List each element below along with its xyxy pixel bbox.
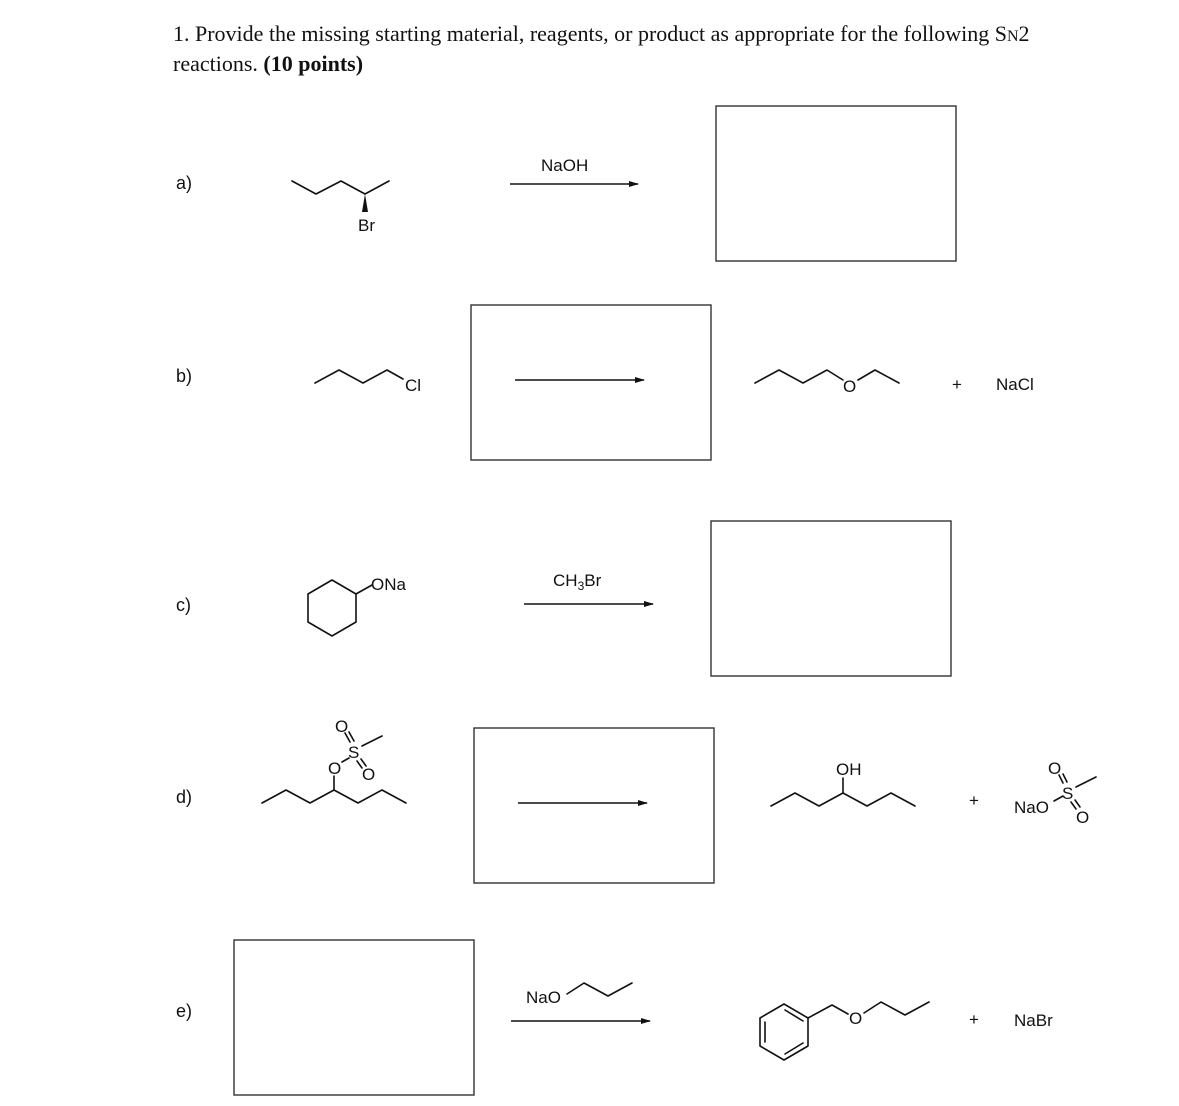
reaction-e-byproduct: NaBr [1014,1011,1053,1030]
reaction-e-benzyl-chain [808,1005,848,1018]
reaction-e-reagent-chain [567,983,632,996]
reaction-e [176,940,1053,1095]
reaction-d-byproduct-s-o-bottom-2 [1075,800,1080,807]
reaction-b-product-oxygen: O [843,377,857,396]
reaction-d-hydroxyl: OH [836,760,862,779]
reaction-d-byproduct-s-o-top-2 [1063,774,1067,782]
reaction-a-answer-box[interactable] [716,106,956,261]
reaction-d-answer-box[interactable] [474,728,714,883]
reaction-d-oxygen-top: O [335,717,349,736]
reaction-d-byproduct-oxygen-top: O [1048,759,1062,778]
reaction-a-reagent: NaOH [541,156,589,175]
question-text-after: 2 reactions. [173,21,1030,76]
reaction-e-answer-box[interactable] [234,940,474,1095]
reaction-b-byproduct: NaCl [996,375,1034,394]
reaction-d-byproduct-oxygen-bottom: O [1076,808,1090,827]
reaction-c-sodium-alkoxide: ONa [371,575,406,594]
reaction-d-s-o-top-2 [349,732,354,741]
reaction-d-sulfur: S [348,743,360,762]
reaction-d-ester-oxygen: O [328,759,342,778]
reaction-e-benzene-double-2 [785,1010,803,1021]
reaction-c-label: c) [176,595,191,615]
question-text: Provide the missing starting material, reagents, or product as appropriate for the following [195,21,995,46]
reaction-b-label: b) [176,366,193,386]
sn-s: S [994,21,1007,46]
reaction-a-wedge-bond [362,194,368,212]
reaction-c [176,521,951,676]
reaction-e-benzene-double-3 [785,1043,803,1054]
question-number: 1. [173,21,190,46]
reaction-e-ether-oxygen: O [849,1009,863,1028]
reaction-b [176,305,1034,460]
reaction-c-cyclohexane-ring [308,580,356,636]
reaction-d-byproduct-sulfur: S [1062,784,1074,803]
reaction-a-reactant-chain [292,181,389,194]
reaction-c-answer-box[interactable] [711,521,951,676]
reaction-a-bromine: Br [358,216,375,235]
reaction-d-plus: + [969,791,979,810]
reaction-b-answer-box[interactable] [471,305,711,460]
reaction-c-reagent: $CH_3Br$ [553,571,602,593]
reaction-b-product-chain-left [755,370,843,383]
reaction-e-plus: + [969,1010,979,1029]
sn-n: N [1006,28,1019,45]
reaction-b-reactant-chain [315,370,403,383]
reaction-d-oxygen-bottom: O [362,765,376,784]
reaction-d [176,717,1096,883]
reaction-a [176,106,956,261]
reaction-e-reagent-nao: NaO [526,988,561,1007]
reaction-d-product-chain [771,793,915,806]
reaction-d-byproduct-s-methyl-bond [1076,777,1096,787]
reaction-e-benzene-ring [760,1004,808,1060]
reaction-a-label: a) [176,173,193,193]
reaction-c-ring-bond [356,585,372,594]
reaction-b-chlorine: Cl [405,376,422,395]
reaction-d-label: d) [176,787,193,807]
reaction-d-s-methyl-bond [362,736,382,746]
reaction-e-propyl-chain [864,1002,929,1015]
reaction-b-product-chain-right [858,370,899,383]
reaction-d-reactant-chain [262,790,406,803]
reaction-d-byproduct-nao: NaO [1014,798,1049,817]
reaction-b-plus: + [952,375,962,394]
reaction-e-label: e) [176,1001,193,1021]
question-points: (10 points) [263,51,364,76]
